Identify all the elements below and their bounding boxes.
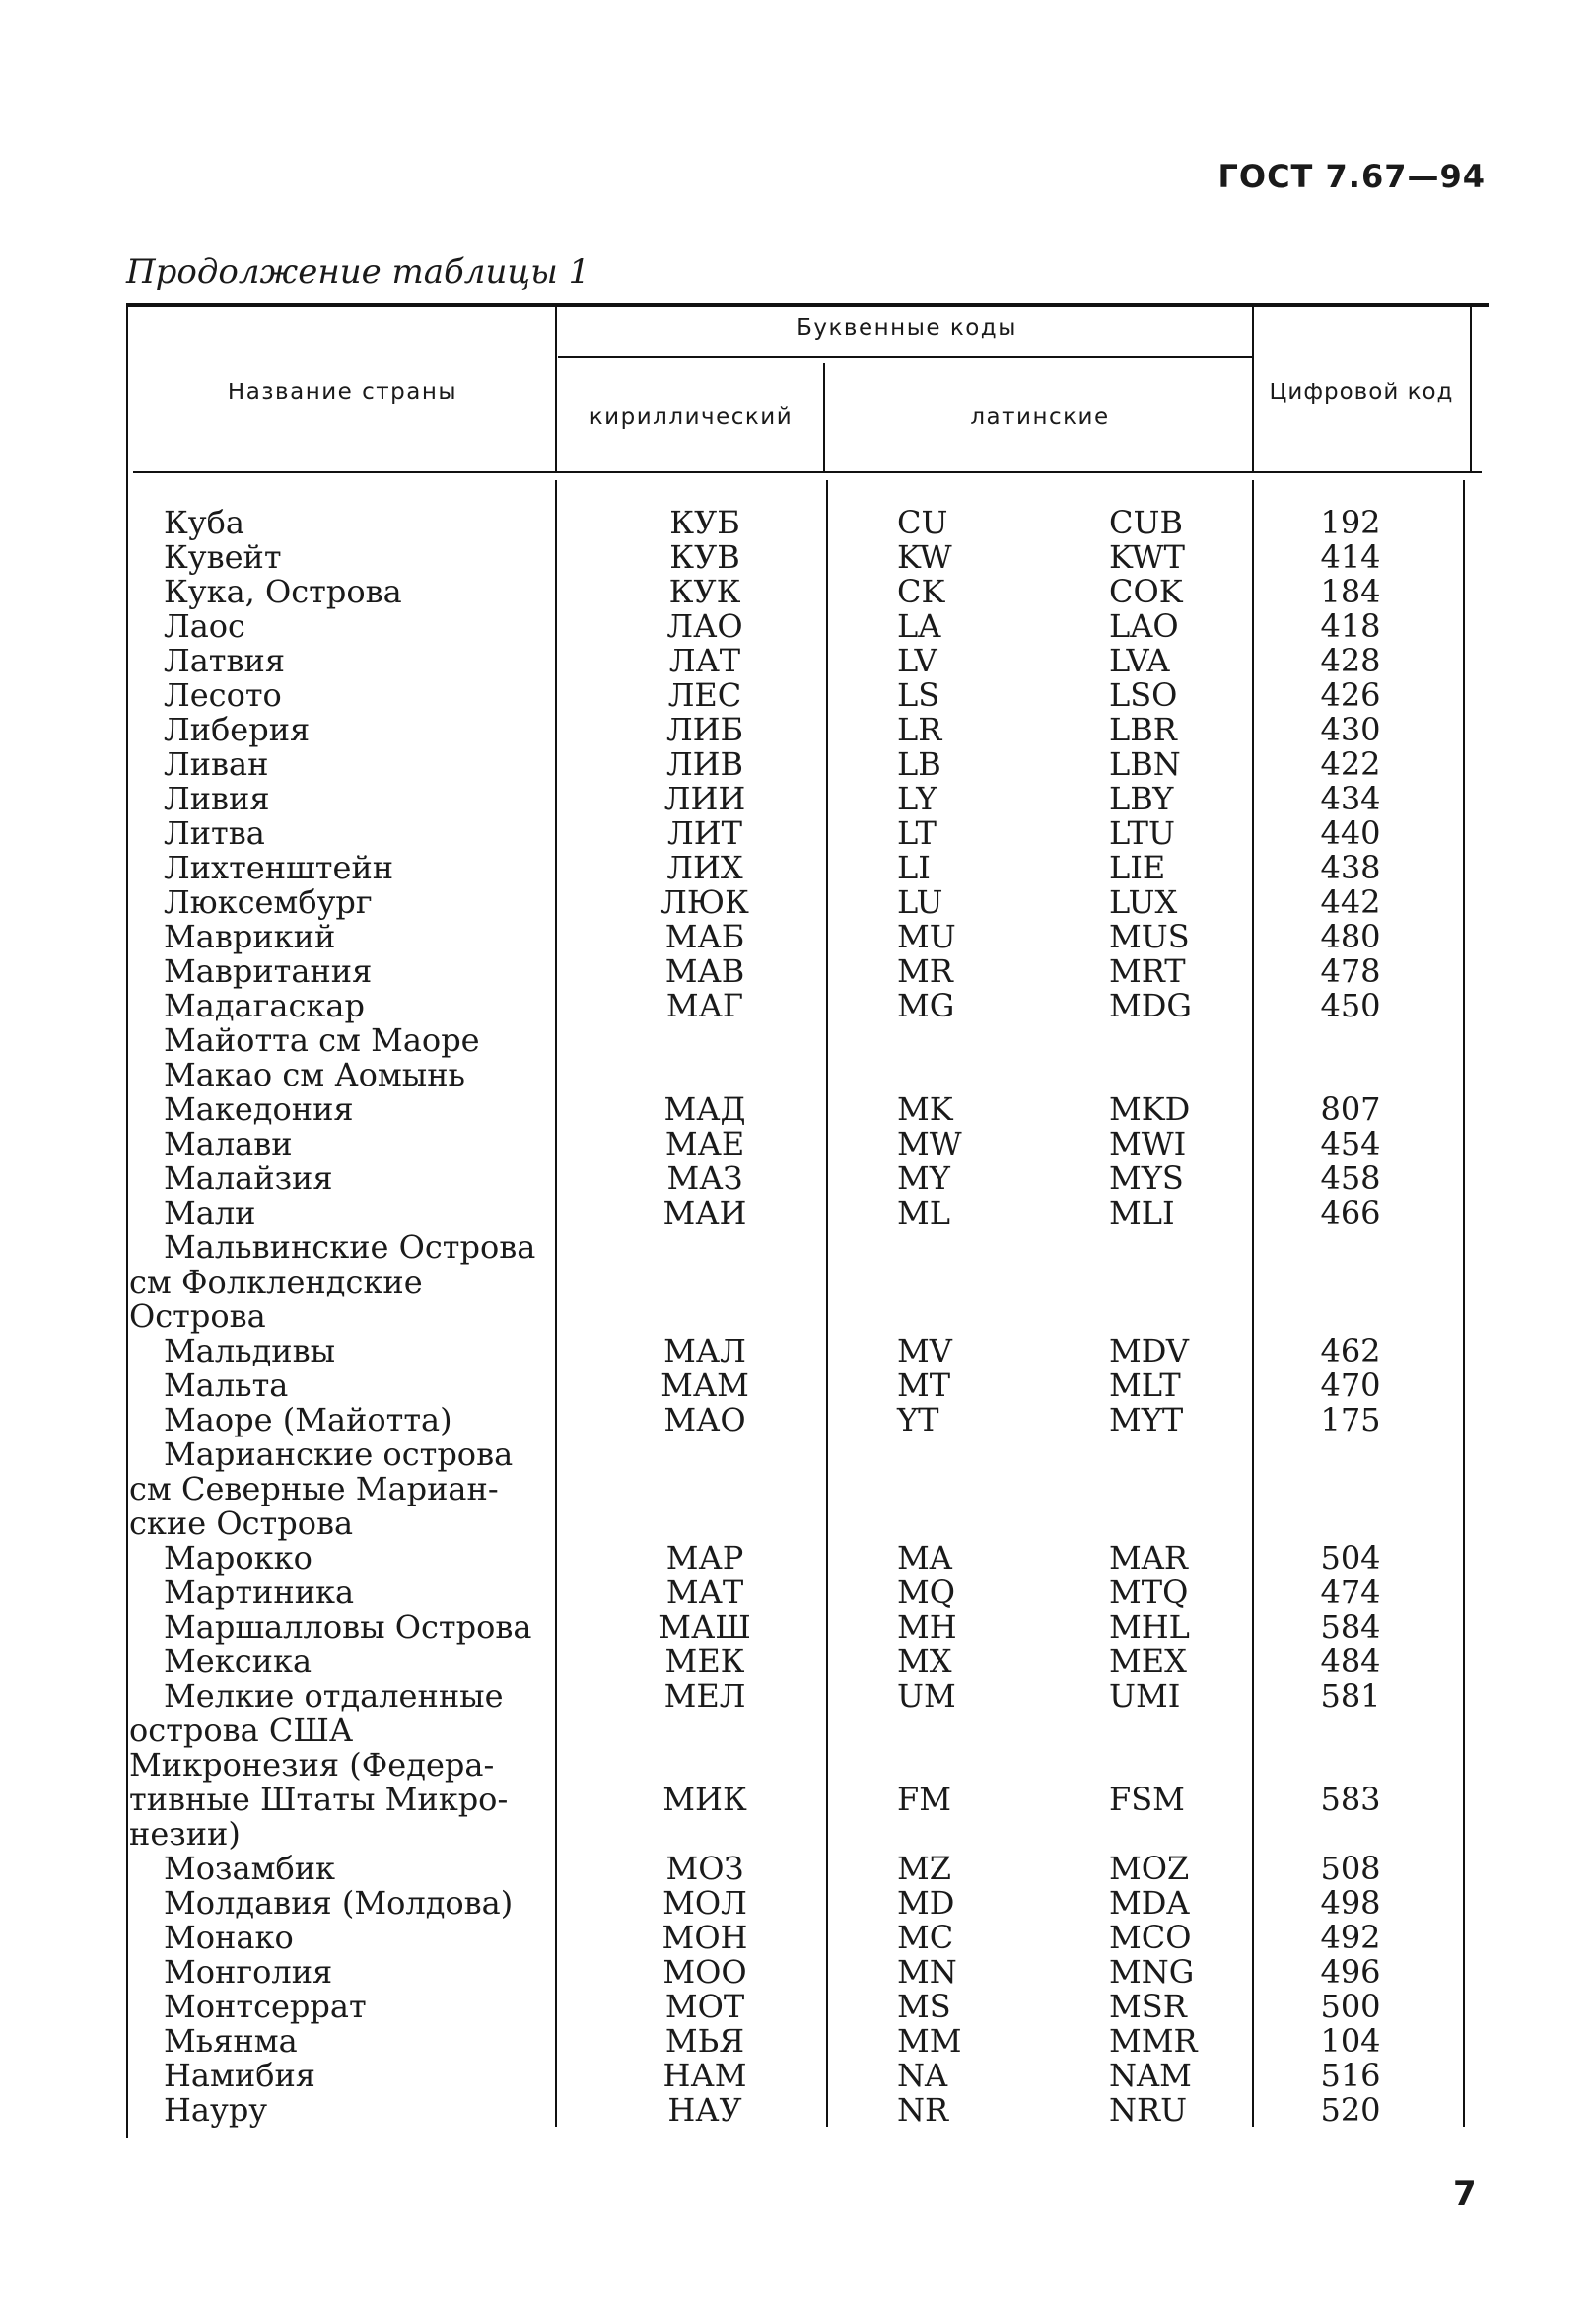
country-name: Науру	[164, 2091, 268, 2129]
latin-3-code: KWT	[1109, 538, 1185, 576]
cyrillic-code: МОН	[661, 1919, 748, 1956]
table-row	[0, 1852, 1596, 1886]
table-row	[0, 1817, 1596, 1852]
latin-2-code: ML	[897, 1194, 951, 1231]
latin-3-code: LAO	[1109, 607, 1179, 645]
table-row	[0, 575, 1596, 609]
numeric-code: 440	[1320, 814, 1381, 852]
numeric-code: 414	[1320, 538, 1381, 576]
numeric-code: 438	[1320, 849, 1381, 886]
numeric-code: 418	[1320, 607, 1381, 645]
latin-3-code: MAR	[1109, 1539, 1188, 1576]
numeric-code: 496	[1320, 1953, 1381, 1991]
numeric-code: 442	[1320, 883, 1381, 921]
numeric-code: 584	[1320, 1608, 1381, 1646]
country-name: Маршалловы Острова	[164, 1608, 532, 1646]
cyrillic-code: МАР	[665, 1539, 744, 1576]
table-row	[0, 1403, 1596, 1437]
numeric-code: 583	[1320, 1781, 1381, 1818]
country-name: Намибия	[164, 2057, 315, 2094]
country-name: Марианские острова	[164, 1436, 514, 1473]
table-row	[0, 1576, 1596, 1610]
header-letter-codes: Буквенные коды	[797, 315, 1017, 341]
table-row	[0, 713, 1596, 747]
header-latin: латинские	[970, 404, 1110, 430]
table-top-rule	[126, 303, 1489, 307]
cyrillic-code: МАД	[663, 1090, 746, 1128]
table-row	[0, 1161, 1596, 1196]
country-name: Мартиника	[164, 1574, 355, 1611]
table-row	[0, 1265, 1596, 1299]
table-row	[0, 1506, 1596, 1541]
country-name: Либерия	[164, 711, 311, 748]
latin-2-code: LS	[897, 676, 940, 714]
table-row	[0, 954, 1596, 989]
numeric-code: 581	[1320, 1677, 1381, 1715]
latin-2-code: MX	[897, 1643, 952, 1680]
cyrillic-code: ЛИХ	[666, 849, 743, 886]
cyrillic-code: МАО	[663, 1401, 746, 1438]
table-row	[0, 1541, 1596, 1576]
numeric-code: 426	[1320, 676, 1381, 714]
page-number: 7	[1453, 2174, 1477, 2213]
country-name: Люксембург	[164, 883, 373, 921]
country-name: Мозамбик	[164, 1850, 336, 1887]
latin-3-code: MYT	[1109, 1401, 1184, 1438]
latin-2-code: MR	[897, 952, 953, 990]
table-row	[0, 1886, 1596, 1921]
table-row	[0, 2024, 1596, 2059]
cyrillic-code: МАЗ	[666, 1159, 743, 1197]
latin-3-code: COK	[1109, 573, 1183, 610]
numeric-code: 434	[1320, 780, 1381, 817]
table-row	[0, 1023, 1596, 1058]
numeric-code: 175	[1320, 1401, 1381, 1438]
cyrillic-code: МАЛ	[663, 1332, 746, 1369]
numeric-code: 508	[1320, 1850, 1381, 1887]
divider-cyr-lat	[823, 363, 825, 472]
cyrillic-code: НАМ	[662, 2057, 747, 2094]
numeric-code: 504	[1320, 1539, 1381, 1576]
table-row	[0, 1437, 1596, 1472]
country-name: Македония	[164, 1090, 354, 1128]
table-row	[0, 1127, 1596, 1161]
header-cyrillic: кириллический	[589, 404, 794, 430]
table-body	[0, 506, 1596, 2128]
cyrillic-code: МАМ	[660, 1366, 749, 1404]
table-row	[0, 885, 1596, 920]
latin-3-code: MWI	[1109, 1125, 1187, 1162]
country-name: Макао см Аомынь	[164, 1056, 465, 1093]
latin-3-code: NRU	[1109, 2091, 1188, 2129]
document-code: ГОСТ 7.67—94	[1217, 158, 1486, 195]
country-name: Кука, Острова	[164, 573, 402, 610]
table-row	[0, 1196, 1596, 1230]
country-name: Латвия	[164, 642, 286, 679]
cyrillic-code: МЬЯ	[664, 2022, 745, 2060]
latin-3-code: MCO	[1109, 1919, 1192, 1956]
country-name: Маврикий	[164, 918, 336, 955]
table-row	[0, 782, 1596, 816]
latin-3-code: LBY	[1109, 780, 1174, 817]
latin-3-code: LTU	[1109, 814, 1175, 852]
table-row	[0, 1748, 1596, 1783]
latin-3-code: LUX	[1109, 883, 1178, 921]
cyrillic-code: МАВ	[664, 952, 745, 990]
latin-3-code: LVA	[1109, 642, 1170, 679]
country-name: Острова	[129, 1297, 266, 1335]
numeric-code: 428	[1320, 642, 1381, 679]
country-name: см Северные Мариан-	[129, 1470, 499, 1507]
country-name: Малави	[164, 1125, 293, 1162]
table-row	[0, 816, 1596, 851]
latin-3-code: CUB	[1109, 504, 1183, 541]
country-name: Маоре (Майотта)	[164, 1401, 452, 1438]
country-name: незии)	[129, 1815, 241, 1853]
latin-3-code: LBR	[1109, 711, 1177, 748]
latin-3-code: MMR	[1109, 2022, 1198, 2060]
latin-2-code: MH	[897, 1608, 957, 1646]
cyrillic-code: МОЛ	[662, 1884, 747, 1922]
latin-3-code: LBN	[1109, 745, 1181, 783]
cyrillic-code: МАИ	[662, 1194, 747, 1231]
cyrillic-code: МАЕ	[664, 1125, 745, 1162]
header-bottom-rule	[133, 471, 1482, 473]
latin-3-code: MSR	[1109, 1988, 1187, 2025]
numeric-code: 466	[1320, 1194, 1381, 1231]
cyrillic-code: МИК	[662, 1781, 747, 1818]
cyrillic-code: ЛЮК	[660, 883, 749, 921]
numeric-code: 104	[1320, 2022, 1381, 2060]
latin-3-code: MHL	[1109, 1608, 1190, 1646]
country-name: Куба	[164, 504, 244, 541]
country-name: Микронезия (Федера-	[129, 1746, 495, 1784]
latin-3-code: MRT	[1109, 952, 1186, 990]
country-name: Лесото	[164, 676, 282, 714]
cyrillic-code: НАУ	[667, 2091, 742, 2129]
latin-2-code: LR	[897, 711, 942, 748]
table-row	[0, 644, 1596, 678]
latin-3-code: MNG	[1109, 1953, 1195, 1991]
table-row	[0, 506, 1596, 540]
latin-2-code: UM	[897, 1677, 956, 1715]
table-row	[0, 1368, 1596, 1403]
numeric-code: 492	[1320, 1919, 1381, 1956]
country-name: ские Острова	[129, 1505, 354, 1542]
cyrillic-code: МАБ	[664, 918, 745, 955]
latin-2-code: MQ	[897, 1574, 955, 1611]
table-row	[0, 747, 1596, 782]
numeric-code: 462	[1320, 1332, 1381, 1369]
table-caption: Продолжение таблицы 1	[126, 252, 590, 292]
numeric-code: 520	[1320, 2091, 1381, 2129]
table-row	[0, 1714, 1596, 1748]
country-name: Мадагаскар	[164, 987, 365, 1024]
country-name: Мальдивы	[164, 1332, 336, 1369]
table-row	[0, 920, 1596, 954]
table-row	[0, 1334, 1596, 1368]
table-row	[0, 1921, 1596, 1955]
latin-2-code: MZ	[897, 1850, 951, 1887]
cyrillic-code: МАГ	[665, 987, 744, 1024]
numeric-code: 430	[1320, 711, 1381, 748]
country-name: Мали	[164, 1194, 256, 1231]
cyrillic-code: ЛЕС	[667, 676, 742, 714]
cyrillic-code: КУК	[668, 573, 741, 610]
latin-3-code: MDA	[1109, 1884, 1190, 1922]
latin-2-code: MY	[897, 1159, 950, 1197]
cyrillic-code: ЛАО	[666, 607, 743, 645]
country-name: Малайзия	[164, 1159, 333, 1197]
latin-2-code: LB	[897, 745, 941, 783]
latin-2-code: LU	[897, 883, 943, 921]
latin-2-code: KW	[897, 538, 952, 576]
latin-2-code: MS	[897, 1988, 951, 2025]
latin-2-code: NA	[897, 2057, 948, 2094]
latin-2-code: LT	[897, 814, 937, 852]
cyrillic-code: КУВ	[669, 538, 740, 576]
numeric-code: 184	[1320, 573, 1381, 610]
latin-3-code: NAM	[1109, 2057, 1192, 2094]
numeric-code: 458	[1320, 1159, 1381, 1197]
country-name: Монако	[164, 1919, 294, 1956]
latin-3-code: MOZ	[1109, 1850, 1190, 1887]
table-row	[0, 1990, 1596, 2024]
cyrillic-code: МЕЛ	[663, 1677, 746, 1715]
latin-2-code: CU	[897, 504, 948, 541]
latin-2-code: CK	[897, 573, 945, 610]
table-row	[0, 1610, 1596, 1645]
country-name: Литва	[164, 814, 265, 852]
table-row	[0, 2093, 1596, 2128]
latin-3-code: MTQ	[1109, 1574, 1189, 1611]
numeric-code: 480	[1320, 918, 1381, 955]
header-name-column: Название страны	[227, 380, 458, 405]
latin-2-code: MM	[897, 2022, 962, 2060]
latin-3-code: UMI	[1109, 1677, 1181, 1715]
table-row	[0, 1092, 1596, 1127]
table-row	[0, 678, 1596, 713]
table-right-border	[1470, 305, 1472, 472]
cyrillic-code: ЛИВ	[665, 745, 744, 783]
country-name: Мьянма	[164, 2022, 298, 2060]
cyrillic-code: ЛИТ	[667, 814, 742, 852]
table-row	[0, 1783, 1596, 1817]
latin-2-code: YT	[897, 1401, 939, 1438]
cyrillic-code: МОТ	[664, 1988, 745, 2025]
latin-2-code: MV	[897, 1332, 952, 1369]
cyrillic-code: ЛИИ	[663, 780, 746, 817]
cyrillic-code: МАШ	[659, 1608, 751, 1646]
table-row	[0, 1955, 1596, 1990]
numeric-code: 470	[1320, 1366, 1381, 1404]
cyrillic-code: МЕК	[664, 1643, 745, 1680]
numeric-code: 498	[1320, 1884, 1381, 1922]
country-name: Ливан	[164, 745, 269, 783]
numeric-code: 500	[1320, 1988, 1381, 2025]
country-name: Мальта	[164, 1366, 289, 1404]
numeric-code: 454	[1320, 1125, 1381, 1162]
latin-3-code: MDG	[1109, 987, 1192, 1024]
latin-2-code: MG	[897, 987, 955, 1024]
numeric-code: 422	[1320, 745, 1381, 783]
country-name: Майотта см Маоре	[164, 1021, 480, 1059]
latin-2-code: LY	[897, 780, 937, 817]
table-row	[0, 1299, 1596, 1334]
country-name: Мальвинские Острова	[164, 1228, 536, 1266]
latin-2-code: LI	[897, 849, 931, 886]
latin-2-code: MK	[897, 1090, 953, 1128]
cyrillic-code: МОО	[662, 1953, 747, 1991]
table-row	[0, 989, 1596, 1023]
country-name: Монтсеррат	[164, 1988, 367, 2025]
country-name: Мелкие отдаленные	[164, 1677, 504, 1715]
header-numeric: Цифровой код	[1269, 380, 1454, 405]
country-name: Лихтенштейн	[164, 849, 394, 886]
latin-3-code: MUS	[1109, 918, 1190, 955]
numeric-code: 192	[1320, 504, 1381, 541]
numeric-code: 474	[1320, 1574, 1381, 1611]
table-row	[0, 1472, 1596, 1506]
latin-2-code: MD	[897, 1884, 955, 1922]
country-name: Лаос	[164, 607, 245, 645]
latin-3-code: FSM	[1109, 1781, 1185, 1818]
table-row	[0, 1058, 1596, 1092]
latin-3-code: MLT	[1109, 1366, 1181, 1404]
latin-2-code: MC	[897, 1919, 954, 1956]
latin-2-code: MA	[897, 1539, 952, 1576]
country-name: Монголия	[164, 1953, 333, 1991]
numeric-code: 484	[1320, 1643, 1381, 1680]
cyrillic-code: МОЗ	[665, 1850, 744, 1887]
latin-2-code: MW	[897, 1125, 962, 1162]
country-name: Ливия	[164, 780, 270, 817]
table-row	[0, 609, 1596, 644]
latin-3-code: LIE	[1109, 849, 1166, 886]
latin-2-code: MT	[897, 1366, 951, 1404]
cyrillic-code: ЛАТ	[668, 642, 741, 679]
table-row	[0, 1679, 1596, 1714]
numeric-code: 450	[1320, 987, 1381, 1024]
table-row	[0, 1230, 1596, 1265]
cyrillic-code: ЛИБ	[665, 711, 744, 748]
table-row	[0, 540, 1596, 575]
cyrillic-code: КУБ	[669, 504, 740, 541]
latin-2-code: LA	[897, 607, 941, 645]
table-row	[0, 1645, 1596, 1679]
latin-2-code: FM	[897, 1781, 951, 1818]
table-row	[0, 851, 1596, 885]
numeric-code: 516	[1320, 2057, 1381, 2094]
latin-3-code: LSO	[1109, 676, 1178, 714]
country-name: острова США	[129, 1712, 354, 1749]
country-name: Молдавия (Молдова)	[164, 1884, 514, 1922]
latin-2-code: MN	[897, 1953, 957, 1991]
country-name: тивные Штаты Микро-	[129, 1781, 509, 1818]
cyrillic-code: МАТ	[665, 1574, 744, 1611]
latin-3-code: MYS	[1109, 1159, 1184, 1197]
country-name: Марокко	[164, 1539, 312, 1576]
divider-name-cyr	[555, 305, 557, 472]
latin-2-code: MU	[897, 918, 956, 955]
table-row	[0, 2059, 1596, 2093]
letter-codes-rule	[558, 356, 1252, 358]
latin-3-code: MKD	[1109, 1090, 1191, 1128]
country-name: Мавритания	[164, 952, 373, 990]
latin-3-code: MLI	[1109, 1194, 1175, 1231]
numeric-code: 807	[1320, 1090, 1381, 1128]
latin-3-code: MEX	[1109, 1643, 1187, 1680]
country-name: см Фолклендские	[129, 1263, 423, 1300]
country-name: Кувейт	[164, 538, 282, 576]
latin-3-code: MDV	[1109, 1332, 1189, 1369]
latin-2-code: LV	[897, 642, 937, 679]
latin-2-code: NR	[897, 2091, 949, 2129]
numeric-code: 478	[1320, 952, 1381, 990]
country-name: Мексика	[164, 1643, 312, 1680]
